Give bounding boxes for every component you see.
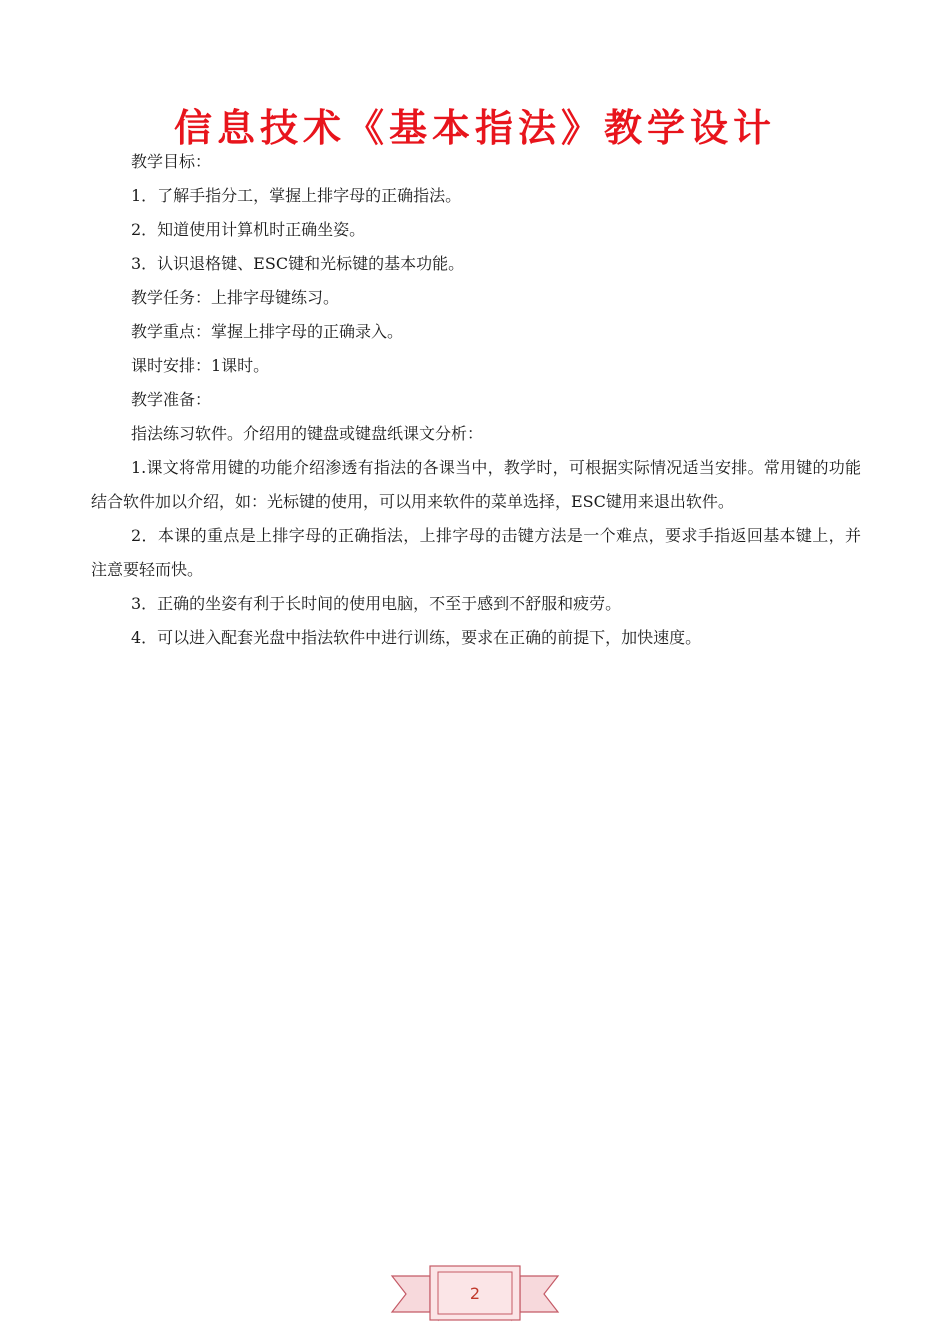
paragraph: 教学目标： — [131, 152, 212, 171]
paragraph: 课时安排：1课时。 — [131, 356, 270, 375]
document-body — [91, 145, 861, 655]
paragraph: 指法练习软件。介绍用的键盘或键盘纸课文分析： — [131, 424, 484, 443]
paragraph: 教学任务：上排字母键练习。 — [131, 288, 340, 307]
paragraph: 教学重点：掌握上排字母的正确录入。 — [131, 322, 404, 341]
paragraph: 2．知道使用计算机时正确坐姿。 — [131, 220, 366, 239]
paragraph: 1.课文将常用键的功能介绍渗透有指法的各课当中，教学时，可根据实际情况适当安排。常用键的功能结合软件加以介绍，如：光标键的使用，可以用来软件的菜单选择，ESC键用来退出软件。 — [91, 458, 861, 511]
paragraph: 3．认识退格键、ESC键和光标键的基本功能。 — [131, 254, 465, 273]
page-number: 2 — [469, 1284, 481, 1303]
paragraph: 1．了解手指分工，掌握上排字母的正确指法。 — [131, 186, 462, 205]
paragraph: 2．本课的重点是上排字母的正确指法，上排字母的击键方法是一个难点，要求手指返回基本键上，并注意要轻而快。 — [91, 526, 861, 579]
paragraph: 教学准备： — [131, 390, 212, 409]
paragraph: 3．正确的坐姿有利于长时间的使用电脑，不至于感到不舒服和疲劳。 — [131, 594, 622, 613]
paragraph: 4．可以进入配套光盘中指法软件中进行训练，要求在正确的前提下，加快速度。 — [131, 628, 702, 647]
document-title: 信息技术《基本指法》教学设计 — [173, 106, 776, 150]
